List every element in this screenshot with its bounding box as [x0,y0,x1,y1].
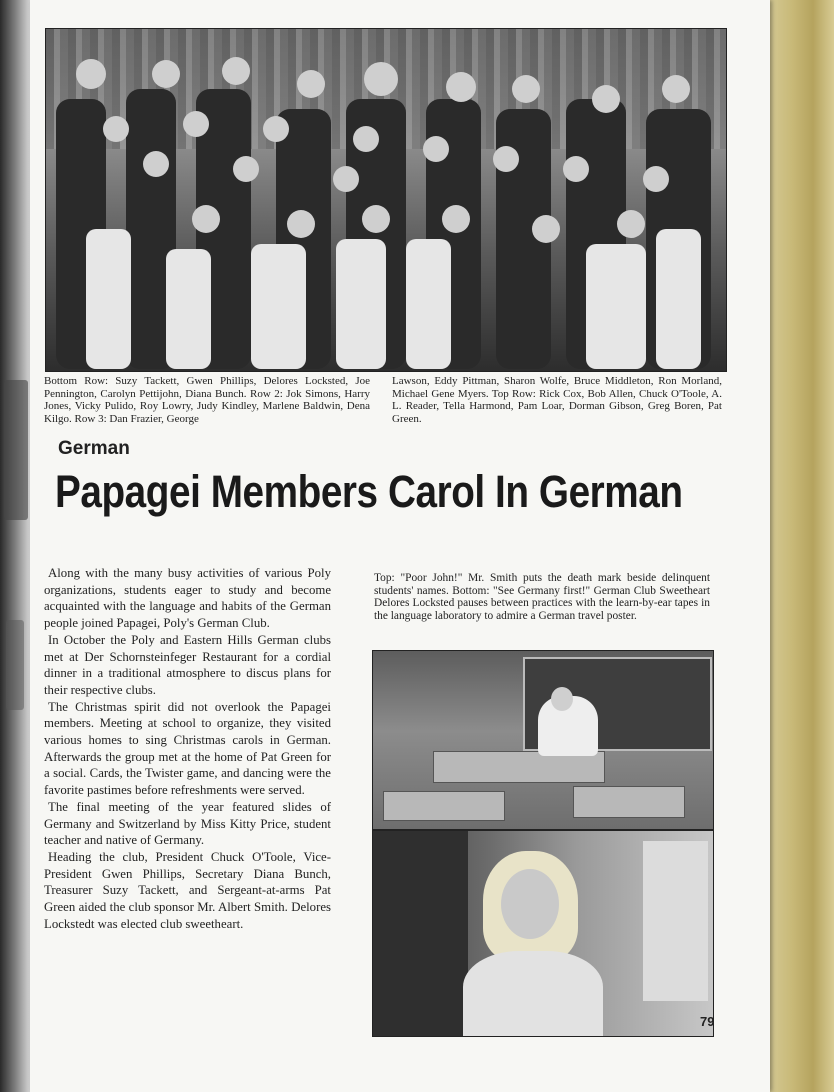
travel-poster [643,841,708,1001]
section-label: German [58,438,130,459]
article-paragraph: The Christmas spirit did not overlook the Papagei members. Meeting at school to organize, they visited various homes to sing Christmas carols in German. Afterwards the group met at the home of Pat Green for a social. Cards, the Twister game, and dancing were the favorite pastimes before refreshments were served. [44,699,331,798]
article-paragraph: Heading the club, President Chuck O'Toole, Vice-President Gwen Phillips, Secretary Diana Bunch, Treasurer Suzy Tackett, and Sergeant-at-arms Pat Green aided the club sponsor Mr. Albert Smith. Delores Lockstedt was elected club sweetheart. [44,849,331,931]
book-cover-edge [764,0,834,1092]
desk [573,786,685,818]
photo-caption: Top: "Poor John!" Mr. Smith puts the death mark beside delinquent students' names. Bottom: "See Germany first!" German Club Sweetheart Delores Locksted pauses between practices with the learn-by-ear tapes in the language laboratory to admire a German travel poster. [374,572,710,622]
page-number: 79 [700,1014,715,1029]
group-photo [45,28,727,372]
teacher-head [551,687,573,711]
article-paragraph: Along with the many busy activities of various Poly organizations, students eager to study and become acquainted with the language and habits of the German people joined Papagei, Poly's German Club. [44,566,331,631]
article-paragraph: In October the Poly and Eastern Hills German clubs met at Der Schornsteinfeger Restaurant for a cordial dinner in a traditional atmosphere to discus plans for their respective clubs. [44,632,331,697]
group-photo-caption-left: Bottom Row: Suzy Tackett, Gwen Phillips, Delores Locksted, Joe Pennington, Carolyn Pettijohn, Diana Bunch. Row 2: Jok Simons, Harry Jones, Vicky Pulido, Roy Lowry, Judy Kindley, Marlene Baldwin, Dena Kilgo. Row 3: Dan Frazier, George [44,375,370,425]
facing-page-edge-lower [6,620,24,710]
poster-left [373,831,468,1036]
article-paragraph: The final meeting of the year featured slides of Germany and Switzerland by Miss Kitty Price, student teacher and native of Germany. [44,799,331,848]
article-body [44,565,331,932]
face [501,869,559,939]
facing-page-edge [4,380,28,520]
sweetheart-photo [372,830,714,1037]
group-photo-caption-right: Lawson, Eddy Pittman, Sharon Wolfe, Bruce Middleton, Ron Morland, Michael Gene Myers. Top Row: Rick Cox, Bob Allen, Chuck O'Toole, A. L. Reader, Tella Harmond, Pam Loar, Dorman Gibson, Greg Boren, Pat Green. [392,375,722,425]
sweater [463,951,603,1037]
headline: Papagei Members Carol In German [55,466,683,517]
group-photo-figures [46,29,726,371]
desk [383,791,505,821]
classroom-photo [372,650,714,830]
